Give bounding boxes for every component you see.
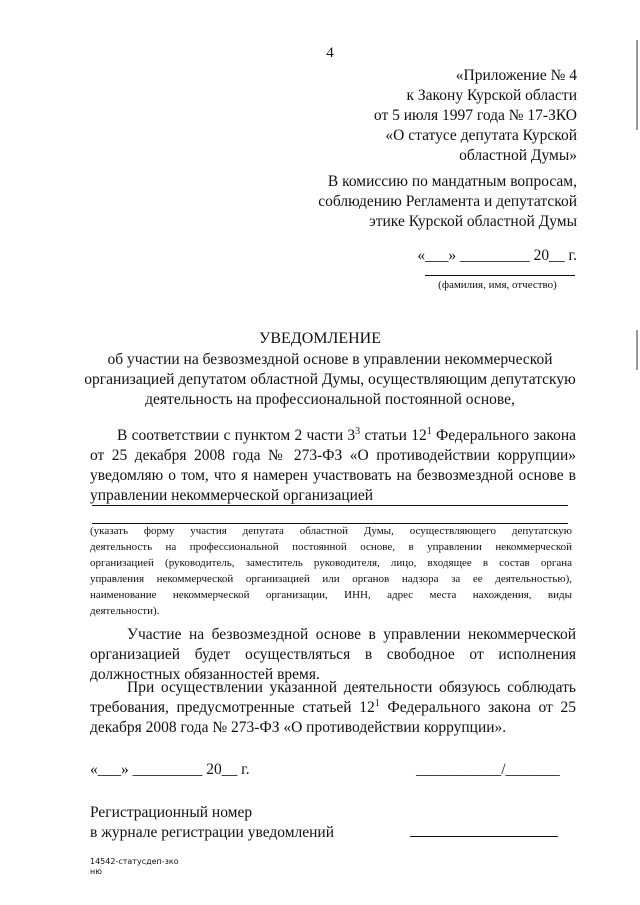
paragraph-line: от 25 декабря 2008 года № 273-ФЗ «О противодействии коррупции» bbox=[90, 447, 576, 464]
signer-caption: (фамилия, имя, отчество) bbox=[438, 279, 557, 291]
document-title: УВЕДОМЛЕНИЕ bbox=[259, 330, 381, 347]
subtitle-line: об участии на безвозмездной основе в управлении некоммерческой bbox=[107, 351, 553, 368]
subtitle-line: деятельность на профессиональной постоянной основе, bbox=[145, 391, 515, 408]
paragraph-line: При осуществлении указанной деятельности обязуюсь соблюдать bbox=[127, 679, 576, 696]
appendix-line: к Закону Курской области bbox=[406, 87, 577, 104]
instruction-line: организацией (руководитель, заместитель руководителя, лицо, входящее в состав органа bbox=[90, 557, 572, 569]
addressee-line: В комиссию по мандатным вопросам, bbox=[327, 173, 577, 190]
appendix-line: «Приложение № 4 bbox=[455, 67, 577, 84]
registration-line: в журнале регистрации уведомлений bbox=[90, 824, 335, 841]
registration-line: Регистрационный номер bbox=[90, 804, 253, 821]
footer-line: 14542-статусдеп-зко bbox=[90, 857, 179, 866]
fill-in-line bbox=[92, 505, 568, 506]
registration-block bbox=[90, 803, 390, 843]
footer-line: ню bbox=[90, 867, 102, 876]
paragraph-line: В соответствии с пунктом 2 части $3^3$ статьи $12^1$ Федерального закона bbox=[117, 425, 576, 444]
appendix-block bbox=[300, 66, 577, 166]
paragraph-line: управлении некоммерческой организацией bbox=[90, 487, 374, 504]
date-field-top: «___» _________ 20__ г. bbox=[417, 247, 577, 264]
date-field-bottom: «___» _________ 20__ г. bbox=[90, 761, 250, 778]
notice-paragraph bbox=[90, 426, 576, 506]
instruction-line: (указать форму участия депутата областной Думы, осуществляющего депутатскую bbox=[90, 525, 572, 537]
participation-paragraph bbox=[90, 625, 576, 685]
paragraph-line: уведомляю о том, что я намерен участвовать на безвозмездной основе в bbox=[90, 467, 576, 484]
scan-edge bbox=[636, 330, 638, 370]
appendix-line: «О статусе депутата Курской bbox=[385, 127, 577, 144]
paragraph-line: требования, предусмотренные статьей $12^1$ Федерального закона от 25 bbox=[90, 697, 576, 716]
paragraph-line: организацией будет осуществляться в свободное от исполнения bbox=[90, 646, 576, 663]
page-number: 4 bbox=[326, 45, 334, 61]
signature-line: ___________/_______ bbox=[416, 761, 560, 778]
instruction-text bbox=[90, 523, 572, 619]
footer-code bbox=[90, 857, 290, 877]
addressee-line: соблюдению Регламента и депутатской bbox=[318, 193, 577, 210]
paragraph-line: декабря 2008 года № 273-ФЗ «О противодействии коррупции». bbox=[90, 719, 507, 736]
appendix-line: от 5 июля 1997 года № 17-ЗКО bbox=[373, 107, 577, 124]
registration-number-line bbox=[410, 836, 558, 837]
appendix-line: областной Думы» bbox=[459, 147, 577, 164]
instruction-line: наименование некоммерческой организации, ИНН, адрес места нахождения, виды bbox=[90, 589, 572, 601]
obligation-paragraph bbox=[90, 678, 576, 738]
addressee-block bbox=[280, 172, 577, 232]
paragraph-line: должностных обязанностей время. bbox=[90, 666, 320, 683]
document-subtitle bbox=[70, 350, 590, 410]
addressee-line: этике Курской областной Думы bbox=[369, 213, 577, 230]
subtitle-line: организацией депутатом областной Думы, осуществляющим депутатскую bbox=[84, 371, 576, 388]
signer-name-line bbox=[425, 275, 575, 276]
instruction-line: деятельности). bbox=[90, 605, 160, 617]
paragraph-line: Участие на безвозмездной основе в управлении некоммерческой bbox=[127, 626, 576, 643]
scan-edge bbox=[636, 40, 638, 130]
instruction-line: деятельность на профессиональной постоянной основе, в управлении некоммерческой bbox=[90, 541, 572, 553]
instruction-line: управления некоммерческой организацией или органов надзора за ее деятельностью), bbox=[90, 573, 572, 585]
